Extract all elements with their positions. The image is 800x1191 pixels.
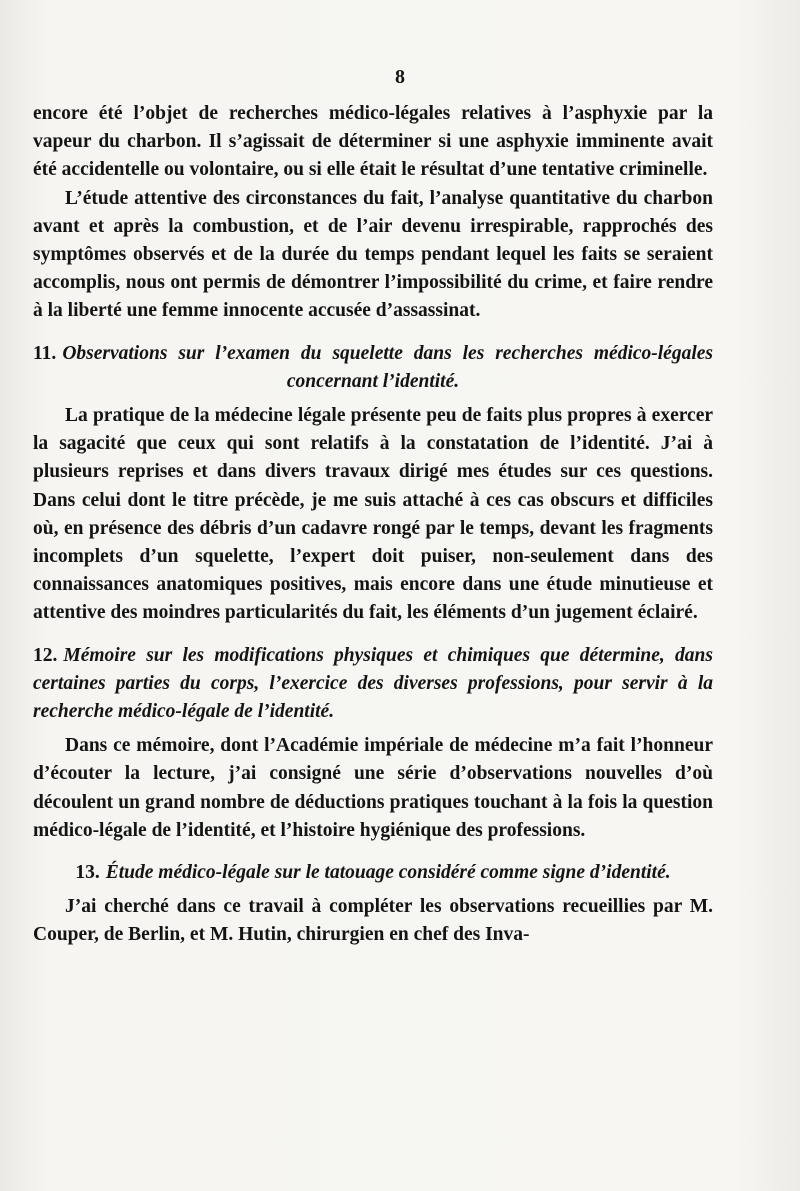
entry-13-number: 13.	[75, 862, 100, 884]
entry-11-body: La pratique de la médecine légale présente peu de faits plus propres à exercer la sagacité que ceux qui sont relatifs à la constatation de l’identité. J’ai à plusieurs reprises et dans divers travaux dirigé mes études sur ces questions. Dans celui dont le titre précède, je me suis attaché à ces cas obscurs et difficiles où, en présence des débris d’un cadavre rongé par le temps, devant les fragments incomplets d’un squelette, l’expert doit puiser, non-seulement dans des connaissances anatomiques positives, mais encore dans une étude minutieuse et attentive des moindres particularités du fait, les éléments d’un jugement éclairé.	[33, 405, 713, 624]
entry-12-body: Dans ce mémoire, dont l’Académie impériale de médecine m’a fait l’honneur d’écouter la lecture, j’ai consigné une série d’observations nouvelles d’où découlent un grand nombre de déductions pratiques touchant à la fois la question médico-légale de l’identité, et l’histoire hygiénique des professions.	[33, 735, 713, 841]
entry-11-title	[33, 340, 713, 396]
entry-11-heading: Observations sur l’examen du squelette dans les recherches médico-légales concernant l’identité.	[62, 342, 713, 392]
entry-13-body: J’ai cherché dans ce travail à compléter les observations recueillies par M. Couper, de Berlin, et M. Hutin, chirurgien en chef des Inva-	[33, 896, 713, 946]
entry-12-number: 12.	[33, 644, 58, 666]
entry-12-heading: Mémoire sur les modifications physiques et chimiques que détermine, dans certaines parties du corps, l’exercice des diverses professions, pour servir à la recherche médico-légale de l’identité.	[33, 644, 713, 723]
page-text	[33, 100, 713, 950]
entry-13-title	[33, 859, 713, 887]
entry-12-title	[33, 642, 713, 727]
entry-13-heading: Étude médico-légale sur le tatouage considéré comme signe d’identité.	[105, 862, 671, 884]
intro-paragraph-1: encore été l’objet de recherches médico-légales relatives à l’asphyxie par la vapeur du charbon. Il s’agissait de déterminer si une asphyxie imminente avait été accidentelle ou volontaire, ou si elle était le résultat d’une tentative criminelle.	[33, 103, 713, 181]
page-number: 8	[395, 66, 405, 88]
entry-11-number: 11.	[33, 342, 57, 364]
intro-paragraph-2: L’étude attentive des circonstances du fait, l’analyse quantitative du charbon avant et après la combustion, et de l’air devenu irrespirable, rapprochés des symptômes observés et de la durée du temps pendant lequel les faits se seraient accomplis, nous ont permis de démontrer l’impossibilité du crime, et faire rendre à la liberté une femme innocente accusée d’assassinat.	[33, 187, 713, 322]
